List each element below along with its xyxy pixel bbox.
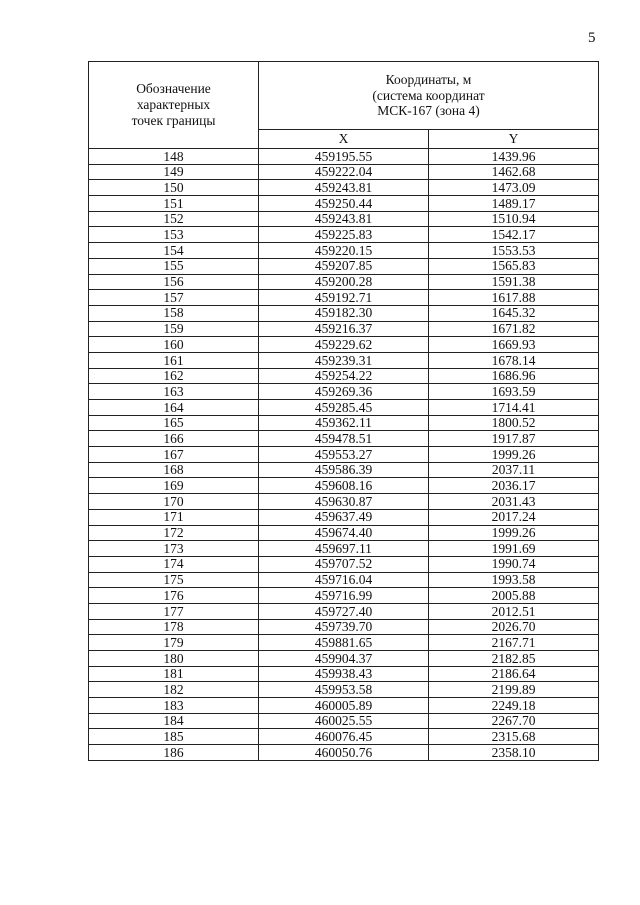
cell-y: 2182.85 bbox=[429, 651, 599, 667]
cell-y: 2005.88 bbox=[429, 588, 599, 604]
table-row bbox=[89, 713, 599, 729]
cell-y: 1686.96 bbox=[429, 368, 599, 384]
cell-x: 459904.37 bbox=[259, 651, 429, 667]
cell-point: 186 bbox=[89, 745, 259, 761]
header-point-line: Обозначение bbox=[136, 81, 211, 97]
cell-point: 149 bbox=[89, 164, 259, 180]
table-row bbox=[89, 431, 599, 447]
header-coords-line: МСК-167 (зона 4) bbox=[377, 103, 480, 119]
table-row bbox=[89, 619, 599, 635]
cell-point: 150 bbox=[89, 180, 259, 196]
cell-x: 459243.81 bbox=[259, 180, 429, 196]
cell-point: 164 bbox=[89, 400, 259, 416]
cell-point: 173 bbox=[89, 541, 259, 557]
cell-x: 459727.40 bbox=[259, 603, 429, 619]
table-row bbox=[89, 196, 599, 212]
cell-point: 156 bbox=[89, 274, 259, 290]
cell-point: 160 bbox=[89, 337, 259, 353]
cell-x: 459195.55 bbox=[259, 149, 429, 165]
cell-point: 151 bbox=[89, 196, 259, 212]
header-coords-line: (система координат bbox=[372, 87, 485, 103]
cell-point: 152 bbox=[89, 211, 259, 227]
table-row bbox=[89, 149, 599, 165]
table-row bbox=[89, 572, 599, 588]
table-row bbox=[89, 603, 599, 619]
cell-x: 459207.85 bbox=[259, 258, 429, 274]
cell-x: 459608.16 bbox=[259, 478, 429, 494]
table-row bbox=[89, 462, 599, 478]
cell-y: 2031.43 bbox=[429, 494, 599, 510]
cell-y: 1617.88 bbox=[429, 290, 599, 306]
cell-point: 161 bbox=[89, 352, 259, 368]
cell-y: 2315.68 bbox=[429, 729, 599, 745]
table-row bbox=[89, 274, 599, 290]
table-row bbox=[89, 290, 599, 306]
table-row bbox=[89, 509, 599, 525]
table-row bbox=[89, 368, 599, 384]
header-x: X bbox=[259, 129, 429, 148]
cell-x: 459674.40 bbox=[259, 525, 429, 541]
cell-y: 1990.74 bbox=[429, 556, 599, 572]
cell-y: 1991.69 bbox=[429, 541, 599, 557]
cell-y: 2036.17 bbox=[429, 478, 599, 494]
cell-x: 459716.99 bbox=[259, 588, 429, 604]
cell-y: 1510.94 bbox=[429, 211, 599, 227]
table-row bbox=[89, 243, 599, 259]
cell-point: 174 bbox=[89, 556, 259, 572]
cell-point: 181 bbox=[89, 666, 259, 682]
header-point-designation bbox=[89, 62, 259, 149]
table-row bbox=[89, 180, 599, 196]
cell-y: 1542.17 bbox=[429, 227, 599, 243]
cell-x: 459243.81 bbox=[259, 211, 429, 227]
cell-point: 159 bbox=[89, 321, 259, 337]
cell-x: 459586.39 bbox=[259, 462, 429, 478]
header-point-line: точек границы bbox=[131, 112, 216, 128]
cell-x: 459222.04 bbox=[259, 164, 429, 180]
cell-x: 459553.27 bbox=[259, 447, 429, 463]
table-row bbox=[89, 400, 599, 416]
table-row bbox=[89, 352, 599, 368]
table-row bbox=[89, 478, 599, 494]
cell-x: 459938.43 bbox=[259, 666, 429, 682]
cell-point: 182 bbox=[89, 682, 259, 698]
cell-y: 1993.58 bbox=[429, 572, 599, 588]
table-row bbox=[89, 211, 599, 227]
cell-y: 1439.96 bbox=[429, 149, 599, 165]
cell-point: 157 bbox=[89, 290, 259, 306]
cell-point: 154 bbox=[89, 243, 259, 259]
cell-x: 459269.36 bbox=[259, 384, 429, 400]
cell-x: 459250.44 bbox=[259, 196, 429, 212]
cell-x: 459254.22 bbox=[259, 368, 429, 384]
cell-point: 176 bbox=[89, 588, 259, 604]
cell-y: 1800.52 bbox=[429, 415, 599, 431]
table-row bbox=[89, 698, 599, 714]
cell-x: 459739.70 bbox=[259, 619, 429, 635]
table-row bbox=[89, 305, 599, 321]
cell-x: 459362.11 bbox=[259, 415, 429, 431]
header-coords-line: Координаты, м bbox=[385, 71, 472, 87]
cell-point: 178 bbox=[89, 619, 259, 635]
cell-x: 459239.31 bbox=[259, 352, 429, 368]
table-row bbox=[89, 258, 599, 274]
cell-y: 1645.32 bbox=[429, 305, 599, 321]
cell-y: 2026.70 bbox=[429, 619, 599, 635]
cell-point: 172 bbox=[89, 525, 259, 541]
cell-y: 2358.10 bbox=[429, 745, 599, 761]
cell-y: 1999.26 bbox=[429, 525, 599, 541]
cell-x: 459697.11 bbox=[259, 541, 429, 557]
table-row bbox=[89, 588, 599, 604]
cell-x: 459229.62 bbox=[259, 337, 429, 353]
table-row bbox=[89, 227, 599, 243]
cell-y: 1462.68 bbox=[429, 164, 599, 180]
cell-x: 460076.45 bbox=[259, 729, 429, 745]
cell-y: 1591.38 bbox=[429, 274, 599, 290]
table-row bbox=[89, 447, 599, 463]
table-row bbox=[89, 541, 599, 557]
cell-x: 459216.37 bbox=[259, 321, 429, 337]
cell-point: 179 bbox=[89, 635, 259, 651]
cell-y: 2199.89 bbox=[429, 682, 599, 698]
table-row bbox=[89, 729, 599, 745]
page-number: 5 bbox=[588, 30, 596, 46]
table-row bbox=[89, 666, 599, 682]
cell-point: 169 bbox=[89, 478, 259, 494]
boundary-coordinates-table bbox=[88, 61, 599, 761]
cell-x: 459881.65 bbox=[259, 635, 429, 651]
table-row bbox=[89, 635, 599, 651]
cell-point: 148 bbox=[89, 149, 259, 165]
cell-x: 459953.58 bbox=[259, 682, 429, 698]
cell-point: 183 bbox=[89, 698, 259, 714]
table-row bbox=[89, 321, 599, 337]
header-y: Y bbox=[429, 129, 599, 148]
cell-point: 155 bbox=[89, 258, 259, 274]
header-point-line: характерных bbox=[136, 97, 211, 113]
cell-x: 459192.71 bbox=[259, 290, 429, 306]
cell-x: 459200.28 bbox=[259, 274, 429, 290]
cell-point: 180 bbox=[89, 651, 259, 667]
cell-point: 163 bbox=[89, 384, 259, 400]
cell-point: 177 bbox=[89, 603, 259, 619]
cell-x: 460050.76 bbox=[259, 745, 429, 761]
cell-y: 1678.14 bbox=[429, 352, 599, 368]
cell-x: 459630.87 bbox=[259, 494, 429, 510]
cell-point: 166 bbox=[89, 431, 259, 447]
cell-y: 2037.11 bbox=[429, 462, 599, 478]
cell-point: 165 bbox=[89, 415, 259, 431]
cell-y: 1473.09 bbox=[429, 180, 599, 196]
cell-y: 1671.82 bbox=[429, 321, 599, 337]
cell-y: 1669.93 bbox=[429, 337, 599, 353]
cell-x: 459285.45 bbox=[259, 400, 429, 416]
table-body bbox=[89, 149, 599, 761]
cell-point: 170 bbox=[89, 494, 259, 510]
cell-y: 1489.17 bbox=[429, 196, 599, 212]
table-header bbox=[89, 62, 599, 149]
table-row bbox=[89, 384, 599, 400]
table-row bbox=[89, 745, 599, 761]
table-row bbox=[89, 164, 599, 180]
table-row bbox=[89, 682, 599, 698]
cell-point: 153 bbox=[89, 227, 259, 243]
table-row bbox=[89, 494, 599, 510]
cell-point: 185 bbox=[89, 729, 259, 745]
cell-y: 1565.83 bbox=[429, 258, 599, 274]
cell-point: 158 bbox=[89, 305, 259, 321]
cell-x: 459225.83 bbox=[259, 227, 429, 243]
cell-y: 1693.59 bbox=[429, 384, 599, 400]
cell-y: 2186.64 bbox=[429, 666, 599, 682]
cell-x: 459716.04 bbox=[259, 572, 429, 588]
cell-x: 460025.55 bbox=[259, 713, 429, 729]
cell-y: 1917.87 bbox=[429, 431, 599, 447]
cell-y: 2167.71 bbox=[429, 635, 599, 651]
cell-x: 459182.30 bbox=[259, 305, 429, 321]
table-row bbox=[89, 415, 599, 431]
table-row bbox=[89, 337, 599, 353]
cell-y: 2017.24 bbox=[429, 509, 599, 525]
table-row bbox=[89, 525, 599, 541]
cell-y: 1714.41 bbox=[429, 400, 599, 416]
table-row bbox=[89, 651, 599, 667]
table-row bbox=[89, 556, 599, 572]
cell-y: 2249.18 bbox=[429, 698, 599, 714]
cell-y: 1553.53 bbox=[429, 243, 599, 259]
cell-x: 460005.89 bbox=[259, 698, 429, 714]
cell-point: 171 bbox=[89, 509, 259, 525]
header-coordinates bbox=[259, 62, 599, 130]
cell-x: 459637.49 bbox=[259, 509, 429, 525]
cell-point: 175 bbox=[89, 572, 259, 588]
cell-y: 2267.70 bbox=[429, 713, 599, 729]
cell-point: 167 bbox=[89, 447, 259, 463]
cell-x: 459478.51 bbox=[259, 431, 429, 447]
cell-point: 184 bbox=[89, 713, 259, 729]
cell-y: 2012.51 bbox=[429, 603, 599, 619]
cell-point: 162 bbox=[89, 368, 259, 384]
cell-x: 459707.52 bbox=[259, 556, 429, 572]
cell-y: 1999.26 bbox=[429, 447, 599, 463]
cell-point: 168 bbox=[89, 462, 259, 478]
cell-x: 459220.15 bbox=[259, 243, 429, 259]
